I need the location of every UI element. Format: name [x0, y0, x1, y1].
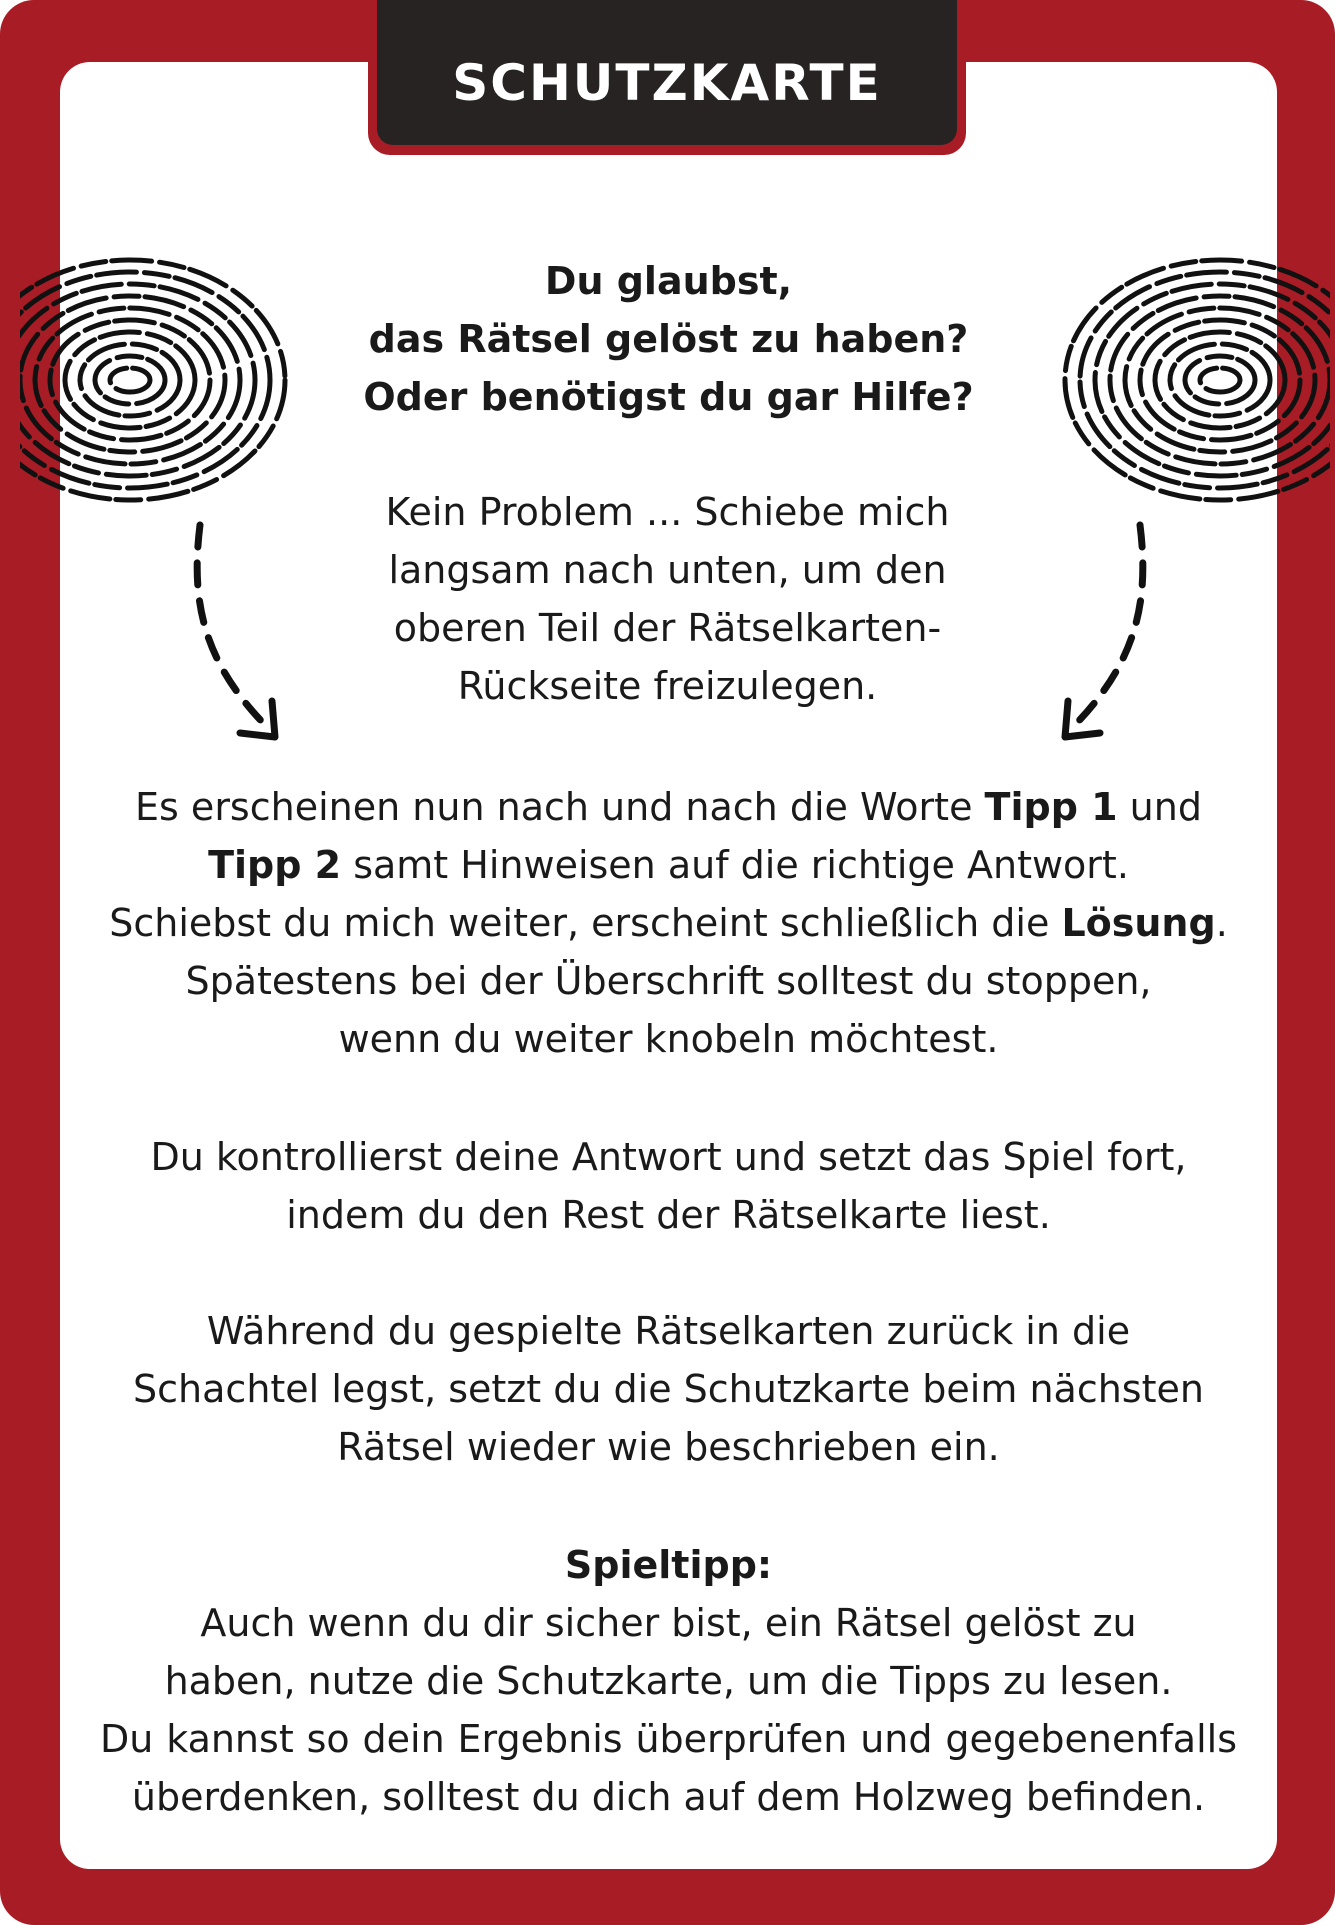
card-title: SCHUTZKARTE	[452, 53, 882, 112]
text-line	[60, 836, 1277, 894]
text-line: langsam nach unten, um den	[388, 548, 947, 592]
game-tip-paragraph	[60, 1594, 1277, 1826]
solution-term: Lösung	[1061, 901, 1216, 945]
intro-line: Du glaubst,	[544, 259, 793, 303]
check-paragraph	[60, 1128, 1277, 1244]
text-line: Rückseite freizulegen.	[457, 664, 878, 708]
game-tip-heading: Spieltipp:	[564, 1543, 773, 1587]
text-line: haben, nutze die Schutzkarte, um die Tipps zu lesen.	[164, 1659, 1173, 1703]
text-line: wenn du weiter knobeln möchtest.	[338, 1017, 999, 1061]
intro-line: Oder benötigst du gar Hilfe?	[363, 375, 974, 419]
text-line: Kein Problem ... Schiebe mich	[385, 490, 950, 534]
text-line: Du kontrollierst deine Antwort und setzt das Spiel fort,	[150, 1135, 1187, 1179]
header-tab	[377, 0, 957, 145]
text-line: Auch wenn du dir sicher bist, ein Rätsel gelöst zu	[200, 1601, 1137, 1645]
tips-paragraph	[60, 778, 1277, 1068]
text-line: indem du den Rest der Rätselkarte liest.	[286, 1193, 1051, 1237]
text-line: oberen Teil der Rätselkarten-	[393, 606, 942, 650]
text-line	[60, 778, 1277, 836]
dashed-curved-arrow-icon	[170, 515, 320, 765]
text-line: Schachtel legst, setzt du die Schutzkarte beim nächsten	[133, 1367, 1204, 1411]
text-line	[60, 894, 1277, 952]
text-span: und	[1117, 785, 1202, 829]
text-line: Rätsel wieder wie beschrieben ein.	[337, 1425, 1000, 1469]
text-line: Du kannst so dein Ergebnis überprüfen und gegebenenfalls	[100, 1717, 1237, 1761]
instruction-paragraph	[340, 483, 995, 715]
text-span: Es erscheinen nun nach und nach die Worte	[135, 785, 985, 829]
text-span: samt Hinweisen auf die richtige Antwort.	[341, 843, 1129, 887]
dashed-curved-arrow-icon	[1040, 515, 1190, 765]
text-span: .	[1215, 901, 1228, 945]
text-line: Spätestens bei der Überschrift solltest du stoppen,	[185, 959, 1152, 1003]
text-line: überdenken, solltest du dich auf dem Holzweg befinden.	[131, 1775, 1206, 1819]
reuse-paragraph	[60, 1302, 1277, 1476]
intro-question	[60, 252, 1277, 426]
tip2-term: Tipp 2	[208, 843, 342, 887]
text-span: Schiebst du mich weiter, erscheint schließlich die	[109, 901, 1062, 945]
text-line: Während du gespielte Rätselkarten zurück in die	[206, 1309, 1131, 1353]
intro-line: das Rätsel gelöst zu haben?	[368, 317, 969, 361]
tip1-term: Tipp 1	[984, 785, 1118, 829]
